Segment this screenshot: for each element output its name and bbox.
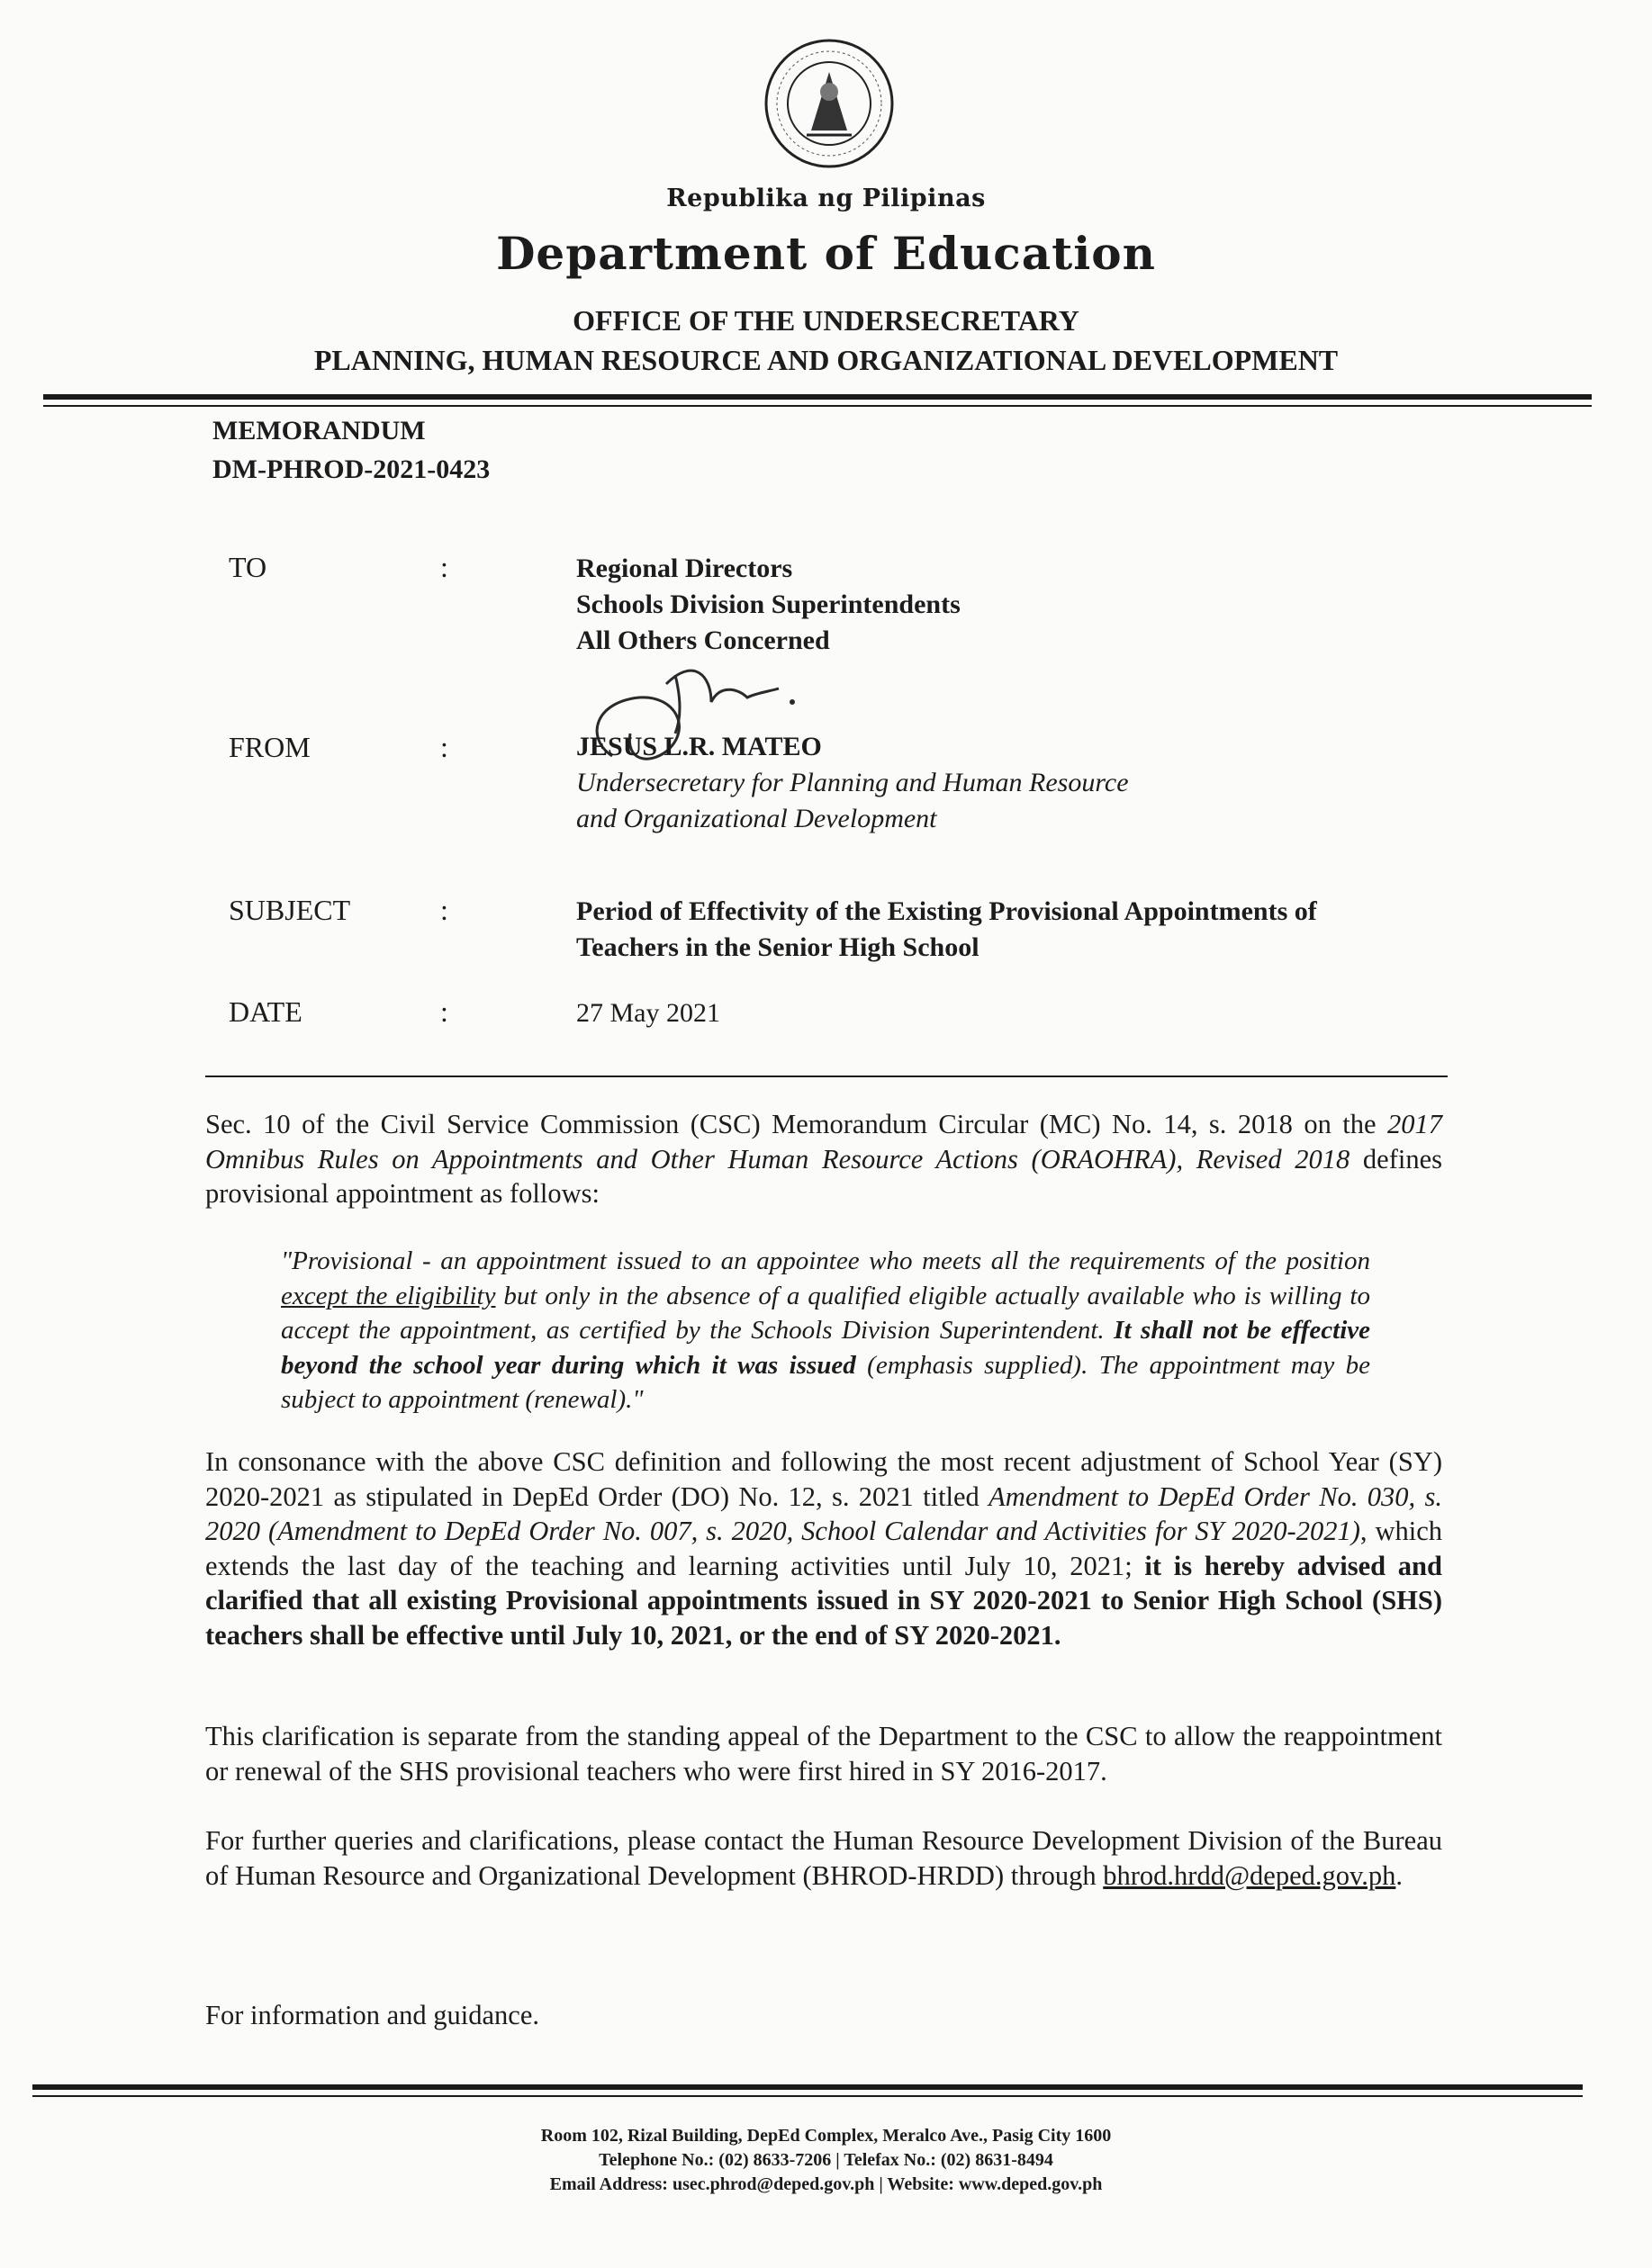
p2-text-middle: , which extends the last day of the teaching and learning activities until July 10, 2021; <box>205 1516 1442 1581</box>
paragraph-3: This clarification is separate from the standing appeal of the Department to the CSC to allow the reappointment or renewal of the SHS provisional teachers who were first hired in SY 2016-2017. <box>205 1721 1442 1786</box>
from-title-line-2: and Organizational Development <box>576 804 937 833</box>
date-colon: : <box>440 995 448 1028</box>
date-label: DATE <box>229 995 302 1028</box>
closing-line: For information and guidance. <box>205 2000 539 2030</box>
p2-advisory: it is hereby advised and clarified that all existing Provisional appointments issued in SY 2020-2021 to Senior High School (SHS) teachers shall be effective until July 10, 2021, or the end of SY 2020-2021. <box>205 1550 1442 1651</box>
to-colon: : <box>440 551 448 583</box>
from-label: FROM <box>229 731 311 763</box>
subject-line-2: Teachers in the Senior High School <box>576 932 979 962</box>
subject-line-1: Period of Effectivity of the Existing Provisional Appointments of <box>576 896 1317 926</box>
footer-rule-thick <box>32 2084 1583 2090</box>
p1-text-end: defines provisional appointment as follows: <box>205 1143 1442 1209</box>
quote-text-end: (emphasis supplied). The appointment may be subject to appointment (renewal)." <box>281 1350 1370 1414</box>
footer-address: Room 102, Rizal Building, DepEd Complex, Meralco Ave., Pasig City 1600 <box>540 2126 1112 2146</box>
hrdd-email-link[interactable]: bhrod.hrdd@deped.gov.ph <box>1103 1859 1396 1891</box>
quote-emphasis: It shall not be effective beyond the school year during which it was issued <box>281 1316 1370 1380</box>
footer-rule-thin <box>32 2095 1583 2097</box>
from-name: JESUS L.R. MATEO <box>576 732 822 761</box>
paragraph-4 <box>205 1823 1442 1893</box>
to-line: All Others Concerned <box>576 626 830 655</box>
subject-colon: : <box>440 894 448 926</box>
office-line-2: PLANNING, HUMAN RESOURCE AND ORGANIZATIONAL DEVELOPMENT <box>313 344 1339 376</box>
footer-contact: Email Address: usec.phrod@deped.gov.ph | Website: www.deped.gov.ph <box>549 2174 1103 2194</box>
to-line: Schools Division Superintendents <box>576 590 961 619</box>
to-label: TO <box>229 551 267 583</box>
p1-text: Sec. 10 of the Civil Service Commission (CSC) Memorandum Circular (MC) No. 14, s. 2018 on the <box>205 1109 1387 1139</box>
office-line-1: OFFICE OF THE UNDERSECRETARY <box>573 304 1079 337</box>
quoted-definition <box>281 1244 1370 1418</box>
to-line: Regional Directors <box>576 554 793 583</box>
subject-block <box>576 894 1317 966</box>
header-divider <box>205 1076 1448 1077</box>
footer-phone: Telephone No.: (02) 8633-7206 | Telefax No.: (02) 8631-8494 <box>599 2150 1053 2170</box>
date-value: 27 May 2021 <box>576 998 720 1028</box>
p4-text: For further queries and clarifications, please contact the Human Resource Development Division of the Bureau of Human Resource and Organizational Development (BHROD-HRDD) through <box>205 1825 1442 1891</box>
p4-text-end: . <box>1395 1859 1403 1891</box>
republic-heading: Republika ng Pilipinas <box>666 184 986 212</box>
quote-underlined: except the eligibility <box>281 1281 496 1310</box>
memo-number: DM-PHROD-2021-0423 <box>212 454 491 484</box>
p2-order-title: Amendment to DepEd Order No. 030, s. 2020 (Amendment to DepEd Order No. 007, s. 2020, School Calendar and Activities for SY 2020-2021) <box>205 1480 1442 1546</box>
p2-text: In consonance with the above CSC definition and following the most recent adjustment of School Year (SY) 2020-2021 as stipulated in DepEd Order (DO) No. 12, s. 2021 titled <box>205 1446 1442 1512</box>
subject-label: SUBJECT <box>229 894 351 926</box>
from-block <box>576 729 1129 837</box>
from-title-line-1: Undersecretary for Planning and Human Resource <box>576 768 1129 797</box>
paragraph-2 <box>205 1444 1442 1652</box>
p1-title: 2017 Omnibus Rules on Appointments and Other Human Resource Actions (ORAOHRA), Revised 2018 <box>205 1109 1442 1174</box>
header-rule-thin <box>43 405 1592 407</box>
header-rule-thick <box>43 394 1592 400</box>
from-colon: : <box>440 731 448 763</box>
to-recipients <box>576 551 961 659</box>
deped-seal-icon <box>762 36 897 171</box>
quote-text: "Provisional - an appointment issued to an appointee who meets all the requirements of the position <box>281 1246 1370 1275</box>
quote-text-middle: but only in the absence of a qualified eligible actually available who is willing to accept the appointment, as certified by the Schools Division Superintendent. <box>281 1281 1370 1345</box>
paragraph-1 <box>205 1107 1442 1211</box>
department-heading: Department of Education <box>496 227 1156 280</box>
memo-type: MEMORANDUM <box>212 416 426 446</box>
